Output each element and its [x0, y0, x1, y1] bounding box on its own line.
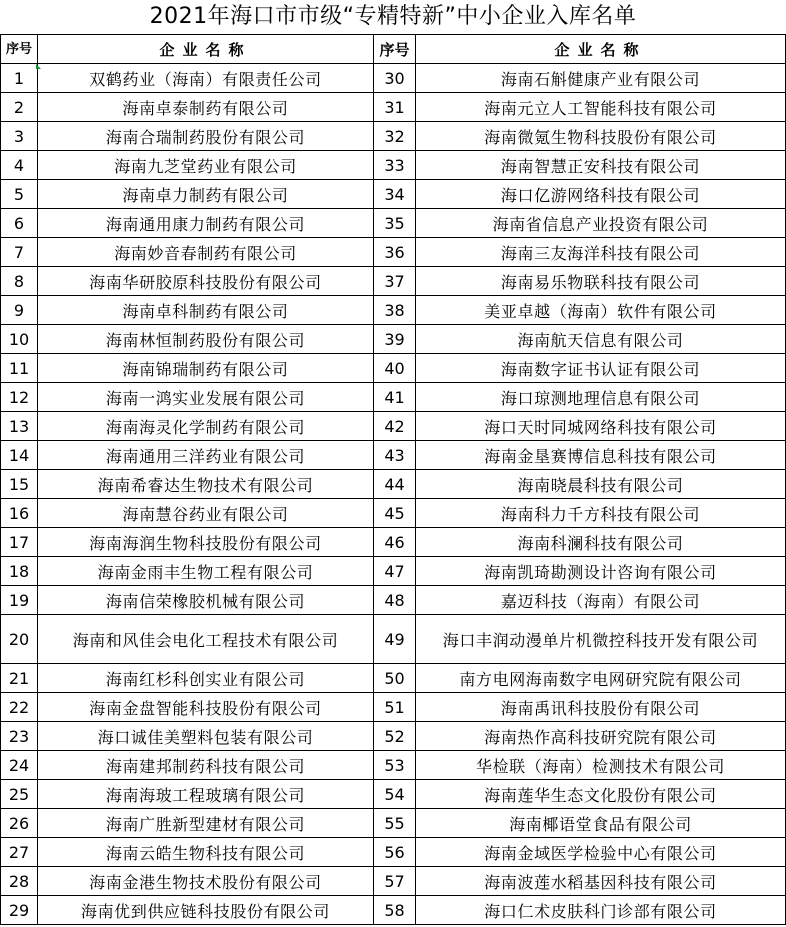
company-name-left-cell[interactable]: 海南金港生物技术股份有限公司	[38, 867, 374, 896]
seq-right-cell[interactable]: 53	[374, 751, 416, 780]
seq-left-cell[interactable]: 1	[1, 64, 38, 93]
header-name-right: 企业名称	[416, 35, 786, 64]
company-name-left-cell[interactable]: 海南卓泰制药有限公司	[38, 93, 374, 122]
company-name-left-cell[interactable]: 海南红杉科创实业有限公司	[38, 664, 374, 693]
company-name-right-cell[interactable]: 海南波莲水稻基因科技有限公司	[416, 867, 786, 896]
company-name-right-cell[interactable]: 海南热作高科技研究院有限公司	[416, 722, 786, 751]
seq-right-cell[interactable]: 33	[374, 151, 416, 180]
seq-right-cell[interactable]: 30	[374, 64, 416, 93]
company-name-left-cell[interactable]: 海南海灵化学制药有限公司	[38, 412, 374, 441]
table-row	[1, 664, 786, 693]
company-name-right-cell[interactable]: 海南金域医学检验中心有限公司	[416, 838, 786, 867]
company-name-left-cell[interactable]: 海南九芝堂药业有限公司	[38, 151, 374, 180]
seq-right-cell[interactable]: 35	[374, 209, 416, 238]
seq-left-cell[interactable]: 2	[1, 93, 38, 122]
company-name-left-cell[interactable]: 海南林恒制药股份有限公司	[38, 325, 374, 354]
table-row	[1, 693, 786, 722]
company-name-left-cell[interactable]: 海南希睿达生物技术有限公司	[38, 470, 374, 499]
seq-right-cell[interactable]: 58	[374, 896, 416, 925]
company-name-left-cell[interactable]: 海南锦瑞制药有限公司	[38, 354, 374, 383]
seq-left-cell[interactable]: 3	[1, 122, 38, 151]
company-name-left-cell[interactable]: 海南通用康力制药有限公司	[38, 209, 374, 238]
table-header-row	[1, 35, 786, 64]
table-row	[1, 499, 786, 528]
seq-right-cell[interactable]: 38	[374, 296, 416, 325]
company-name-left-cell[interactable]: 海南慧谷药业有限公司	[38, 499, 374, 528]
company-name-left-cell[interactable]: 海南卓科制药有限公司	[38, 296, 374, 325]
company-name-left-cell[interactable]: 海南合瑞制药股份有限公司	[38, 122, 374, 151]
table-row	[1, 751, 786, 780]
company-name-right-cell[interactable]: 海南三友海洋科技有限公司	[416, 238, 786, 267]
company-name-left-cell[interactable]: 海南通用三洋药业有限公司	[38, 441, 374, 470]
seq-right-cell[interactable]: 54	[374, 780, 416, 809]
company-list-table	[0, 34, 786, 925]
company-name-right-cell[interactable]: 海南晓晨科技有限公司	[416, 470, 786, 499]
table-row	[1, 470, 786, 499]
table-row	[1, 557, 786, 586]
seq-left-cell[interactable]: 6	[1, 209, 38, 238]
table-row	[1, 528, 786, 557]
company-name-left-cell[interactable]: 海南信荣橡胶机械有限公司	[38, 586, 374, 615]
table-row	[1, 780, 786, 809]
seq-left-cell[interactable]: 14	[1, 441, 38, 470]
table-row	[1, 151, 786, 180]
company-name-right-cell[interactable]: 海口亿游网络科技有限公司	[416, 180, 786, 209]
company-name-left-cell[interactable]: 海南卓力制药有限公司	[38, 180, 374, 209]
seq-right-cell[interactable]: 34	[374, 180, 416, 209]
company-name-right-cell[interactable]: 华检联（海南）检测技术有限公司	[416, 751, 786, 780]
seq-right-cell[interactable]: 52	[374, 722, 416, 751]
seq-left-cell[interactable]: 12	[1, 383, 38, 412]
table-row	[1, 838, 786, 867]
seq-left-cell[interactable]: 10	[1, 325, 38, 354]
seq-left-cell[interactable]: 26	[1, 809, 38, 838]
seq-left-cell[interactable]: 7	[1, 238, 38, 267]
seq-left-cell[interactable]: 9	[1, 296, 38, 325]
company-name-right-cell[interactable]: 海南微氪生物科技股份有限公司	[416, 122, 786, 151]
company-name-right-cell[interactable]: 海南数字证书认证有限公司	[416, 354, 786, 383]
table-row	[1, 93, 786, 122]
seq-left-cell[interactable]: 20	[1, 615, 38, 664]
seq-right-cell[interactable]: 50	[374, 664, 416, 693]
company-name-left-cell[interactable]: 海口诚佳美塑料包装有限公司	[38, 722, 374, 751]
table-row	[1, 383, 786, 412]
table-row	[1, 896, 786, 925]
company-name-right-cell[interactable]: 海南航天信息有限公司	[416, 325, 786, 354]
company-name-left-cell[interactable]: 海南优到供应链科技股份有限公司	[38, 896, 374, 925]
seq-left-cell[interactable]: 28	[1, 867, 38, 896]
page-title: 2021年海口市市级“专精特新”中小企业入库名单	[149, 4, 637, 29]
seq-left-cell[interactable]: 15	[1, 470, 38, 499]
seq-right-cell[interactable]: 55	[374, 809, 416, 838]
seq-left-cell[interactable]: 21	[1, 664, 38, 693]
table-row	[1, 354, 786, 383]
seq-right-cell[interactable]: 45	[374, 499, 416, 528]
company-name-right-cell[interactable]: 海口琼测地理信息有限公司	[416, 383, 786, 412]
company-name-left-cell[interactable]: 海南海玻工程玻璃有限公司	[38, 780, 374, 809]
company-name-left-cell[interactable]: 海南建邦制药科技有限公司	[38, 751, 374, 780]
seq-left-cell[interactable]: 24	[1, 751, 38, 780]
company-name-right-cell[interactable]: 海南科澜科技有限公司	[416, 528, 786, 557]
company-name-left-cell[interactable]: 海南金雨丰生物工程有限公司	[38, 557, 374, 586]
seq-right-cell[interactable]: 41	[374, 383, 416, 412]
seq-right-cell[interactable]: 31	[374, 93, 416, 122]
company-name-right-cell[interactable]: 海南金垦赛博信息科技有限公司	[416, 441, 786, 470]
company-name-left-cell[interactable]: 海南一鸿实业发展有限公司	[38, 383, 374, 412]
seq-right-cell[interactable]: 47	[374, 557, 416, 586]
seq-left-cell[interactable]: 11	[1, 354, 38, 383]
company-name-right-cell[interactable]: 海南凯琦勘测设计咨询有限公司	[416, 557, 786, 586]
company-name-right-cell[interactable]: 海口天时同城网络科技有限公司	[416, 412, 786, 441]
table-row	[1, 296, 786, 325]
seq-right-cell[interactable]: 42	[374, 412, 416, 441]
company-name-left-cell[interactable]: 海南金盘智能科技股份有限公司	[38, 693, 374, 722]
seq-right-cell[interactable]: 44	[374, 470, 416, 499]
company-name-right-cell[interactable]: 海南椰语堂食品有限公司	[416, 809, 786, 838]
seq-left-cell[interactable]: 4	[1, 151, 38, 180]
seq-right-cell[interactable]: 43	[374, 441, 416, 470]
seq-right-cell[interactable]: 49	[374, 615, 416, 664]
seq-right-cell[interactable]: 56	[374, 838, 416, 867]
seq-left-cell[interactable]: 8	[1, 267, 38, 296]
company-name-right-cell[interactable]: 海南石斛健康产业有限公司	[416, 64, 786, 93]
table-row	[1, 867, 786, 896]
table-row	[1, 586, 786, 615]
company-name-right-cell[interactable]: 海南易乐物联科技有限公司	[416, 267, 786, 296]
company-name-right-cell[interactable]: 海南莲华生态文化股份有限公司	[416, 780, 786, 809]
seq-left-cell[interactable]: 29	[1, 896, 38, 925]
table-row	[1, 64, 786, 93]
company-name-right-cell[interactable]: 海口丰润动漫单片机微控科技开发有限公司	[416, 615, 786, 664]
seq-right-cell[interactable]: 40	[374, 354, 416, 383]
table-row	[1, 267, 786, 296]
company-name-right-cell[interactable]: 海南元立人工智能科技有限公司	[416, 93, 786, 122]
seq-right-cell[interactable]: 46	[374, 528, 416, 557]
company-name-right-cell[interactable]: 海南智慧正安科技有限公司	[416, 151, 786, 180]
seq-right-cell[interactable]: 32	[374, 122, 416, 151]
table-row	[1, 615, 786, 664]
company-name-left-cell[interactable]: 海南云皓生物科技有限公司	[38, 838, 374, 867]
company-name-right-cell[interactable]: 海口仁术皮肤科门诊部有限公司	[416, 896, 786, 925]
table-row	[1, 122, 786, 151]
seq-right-cell[interactable]: 51	[374, 693, 416, 722]
seq-right-cell[interactable]: 36	[374, 238, 416, 267]
table-row	[1, 238, 786, 267]
company-name-right-cell[interactable]: 嘉迈科技（海南）有限公司	[416, 586, 786, 615]
header-seq-right: 序号	[374, 35, 416, 64]
table-body	[1, 64, 786, 925]
header-seq-left: 序号	[1, 35, 38, 64]
seq-left-cell[interactable]: 13	[1, 412, 38, 441]
seq-left-cell[interactable]: 27	[1, 838, 38, 867]
table-row	[1, 180, 786, 209]
seq-right-cell[interactable]: 57	[374, 867, 416, 896]
seq-left-cell[interactable]: 23	[1, 722, 38, 751]
seq-left-cell[interactable]: 22	[1, 693, 38, 722]
seq-right-cell[interactable]: 37	[374, 267, 416, 296]
cell-comment-marker-icon	[36, 64, 41, 69]
table-row	[1, 412, 786, 441]
seq-left-cell[interactable]: 16	[1, 499, 38, 528]
company-name-left-cell[interactable]: 双鹤药业（海南）有限责任公司	[38, 64, 374, 93]
seq-left-cell[interactable]: 18	[1, 557, 38, 586]
seq-left-cell[interactable]: 19	[1, 586, 38, 615]
company-name-right-cell[interactable]: 南方电网海南数字电网研究院有限公司	[416, 664, 786, 693]
header-name-left: 企业名称	[38, 35, 374, 64]
table-row	[1, 325, 786, 354]
table-row	[1, 209, 786, 238]
company-name-right-cell[interactable]: 海南省信息产业投资有限公司	[416, 209, 786, 238]
seq-right-cell[interactable]: 48	[374, 586, 416, 615]
seq-right-cell[interactable]: 39	[374, 325, 416, 354]
company-name-left-cell[interactable]: 海南广胜新型建材有限公司	[38, 809, 374, 838]
seq-left-cell[interactable]: 5	[1, 180, 38, 209]
company-name-left-cell[interactable]: 海南华研胶原科技股份有限公司	[38, 267, 374, 296]
company-name-right-cell[interactable]: 海南禹讯科技股份有限公司	[416, 693, 786, 722]
company-name-left-cell[interactable]: 海南妙音春制药有限公司	[38, 238, 374, 267]
table-row	[1, 809, 786, 838]
company-name-right-cell[interactable]: 美亚卓越（海南）软件有限公司	[416, 296, 786, 325]
company-name-left-cell[interactable]: 海南和风佳会电化工程技术有限公司	[38, 615, 374, 664]
company-name-right-cell[interactable]: 海南科力千方科技有限公司	[416, 499, 786, 528]
seq-left-cell[interactable]: 25	[1, 780, 38, 809]
table-row	[1, 722, 786, 751]
seq-left-cell[interactable]: 17	[1, 528, 38, 557]
company-name-left-cell[interactable]: 海南海润生物科技股份有限公司	[38, 528, 374, 557]
table-row	[1, 441, 786, 470]
